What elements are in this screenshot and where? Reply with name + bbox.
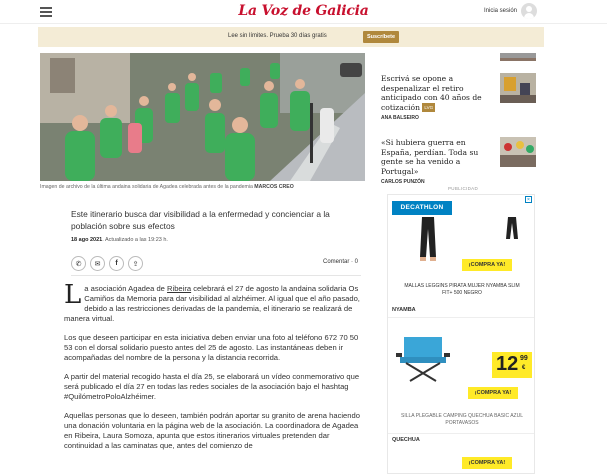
share-buttons xyxy=(71,256,143,271)
top-header xyxy=(0,0,607,24)
image-caption xyxy=(40,184,370,190)
sidebar-news-item-1[interactable] xyxy=(381,74,494,121)
price-integer: 12 xyxy=(496,353,519,375)
news-author: CARLOS PUNZÓN xyxy=(381,179,425,185)
product-2-line-2: PORTAVASOS xyxy=(445,420,479,426)
email-icon[interactable]: ✉ xyxy=(90,256,105,271)
news-title[interactable]: «Si hubiera guerra en España, perdían. Toda su gente se ha venido a Portugal» xyxy=(381,138,479,176)
advertising-label: PUBLICIDAD xyxy=(448,186,479,191)
site-logo[interactable]: La Voz de Galicia xyxy=(238,3,369,19)
buy-now-button-3[interactable]: ¡COMPRA YA! xyxy=(462,457,512,469)
news-author: ANA BALSEIRO xyxy=(381,115,419,122)
article-subtitle: Este itinerario busca dar visibilidad a la enfermedad y concienciar a la población sobre sus efectos xyxy=(71,209,330,231)
leggings-image xyxy=(408,217,448,267)
price-tag xyxy=(492,352,532,378)
caption-text: Imagen de archivo de la última andaina solidaria de Agadea celebrada antes de la pandemia xyxy=(40,184,253,190)
paragraph-3: A partir del material recogido hasta el día 25, se elaborará un vídeo conmemorativo que será publicado el día 27 en todas las redes sociales de la asociación bajo el hashtag #QuilómetroPoloAlzhéimer. xyxy=(64,372,360,401)
walkers-photo xyxy=(40,53,365,181)
article-date xyxy=(71,237,168,243)
decathlon-ad[interactable] xyxy=(387,194,535,474)
news-title-text[interactable]: Escrivá se opone a despenalizar el retiro anticipado con 40 años de cotización xyxy=(381,74,482,112)
lvg-badge: LVG xyxy=(422,103,435,113)
paragraph-1 xyxy=(64,280,366,324)
login-link[interactable]: Inicia sesión xyxy=(484,8,518,14)
p1-text-start: a asociación Agadea de xyxy=(84,284,168,293)
leggings-thumb xyxy=(498,217,528,242)
news-thumbnail-1[interactable] xyxy=(500,73,536,103)
product-1-line-1: MALLAS LEGGINS PIRATA MUJER NYAMBA SLIM xyxy=(404,283,520,289)
ribeira-link[interactable]: Ribeira xyxy=(167,284,192,293)
news-title[interactable] xyxy=(381,74,494,112)
ad-divider xyxy=(388,433,535,434)
updated-time: . Actualizado a las 19:23 h. xyxy=(102,237,168,243)
news-thumbnail-top[interactable] xyxy=(500,53,536,61)
facebook-icon[interactable]: f xyxy=(109,256,124,271)
share-icon[interactable]: ⇪ xyxy=(128,256,143,271)
subscription-banner xyxy=(38,27,544,47)
quechua-brand: QUECHUA xyxy=(392,437,420,443)
paragraph-4: Aquellas personas que lo deseen, también podrán aportar su granito de arena haciendo una donación voluntaria en la página web de la asociación. La coordinadora de Agadea en Ribeira, Laura Somoza, apunta que estos itinerarios virtuales pretenden dar continuidad a las caminatas que, antes del comienzo de xyxy=(64,411,360,450)
nyamba-brand: NYAMBA xyxy=(392,307,416,313)
ad-divider xyxy=(388,317,535,318)
product-2-line-1: SILLA PLEGABLE CAMPING QUECHUA BASIC AZUL xyxy=(401,413,523,419)
comment-link[interactable]: Comentar · 0 xyxy=(323,259,359,265)
subscribe-button[interactable]: Suscríbete xyxy=(363,31,399,43)
buy-now-button-2[interactable]: ¡COMPRA YA! xyxy=(468,387,518,399)
sidebar-news-item-2[interactable] xyxy=(381,138,494,185)
paragraph-2: Los que deseen participar en esta iniciativa deben enviar una foto al teléfono 672 70 50 53 con el dorsal solidario puesto antes del 25 de agosto. Las instantáneas deben ir acompañadas del nombre de la persona y la distancia recorrida. xyxy=(64,333,359,362)
caption-author: MARCOS CREO xyxy=(254,184,294,190)
promo-text: Lee sin límites. Prueba 30 días gratis xyxy=(228,33,327,39)
user-avatar-icon[interactable] xyxy=(521,3,537,19)
whatsapp-icon[interactable]: ✆ xyxy=(71,256,86,271)
news-thumbnail-2[interactable] xyxy=(500,137,536,167)
article-hero-image xyxy=(40,53,365,181)
price-cents: 99 xyxy=(520,355,528,362)
product-1-line-2: FIT+ 500 NEGRO xyxy=(442,290,482,296)
p1-text-end: celebrará el 27 de agosto la andaina solidaria Os Camiños da Memoria para dar visibilidad al alzhéimer. Al igual que el año pasado, debido a las restricciones derivadas de la pandemia, el itinerario se realizará de manera virtual. xyxy=(64,284,360,323)
decathlon-logo[interactable]: DECATHLON xyxy=(392,201,452,215)
dropcap: L xyxy=(64,280,82,310)
buy-now-button-1[interactable]: ¡COMPRA YA! xyxy=(462,259,512,271)
product-2-name xyxy=(388,413,535,427)
article-body xyxy=(64,280,366,460)
price-currency: € xyxy=(522,365,526,371)
ad-close-icon[interactable]: × xyxy=(525,196,532,203)
divider xyxy=(71,275,361,276)
publish-date: 18 ago 2021 xyxy=(71,237,103,243)
product-1-name xyxy=(388,283,535,297)
camping-chair-image xyxy=(396,335,452,383)
